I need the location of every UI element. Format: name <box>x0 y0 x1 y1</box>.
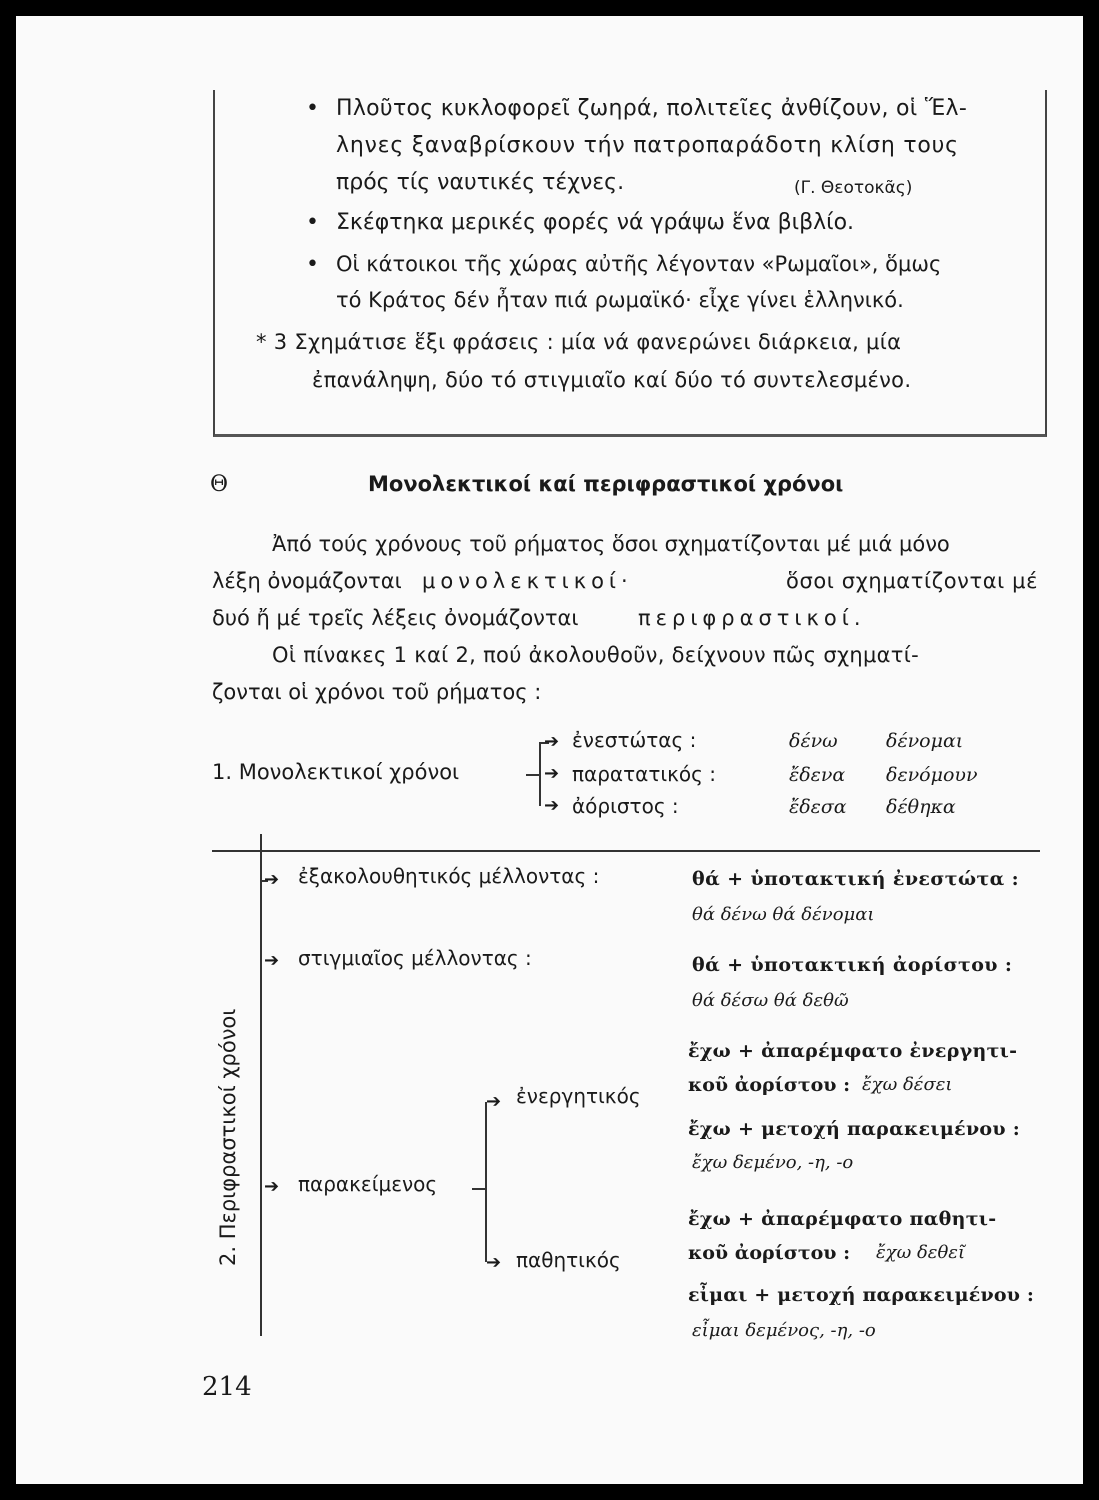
intro-term-monolektikoi: μονολεκτικοί· <box>422 569 633 593</box>
table2-top-rule <box>212 850 1040 852</box>
intro-line4: Οἱ πίνακες 1 καί 2, πού ἀκολουθοῦν, δείχνουν πῶς σχηματί- <box>272 643 920 667</box>
section-heading: Μονολεκτικοί καί περιφραστικοί χρόνοι <box>368 472 844 496</box>
arrow-icon: ➔ <box>264 1176 280 1197</box>
perfect-bracket <box>485 1102 487 1262</box>
table1-tense: ἐνεστώτας : <box>572 728 697 752</box>
arrow-icon: ➔ <box>544 795 560 816</box>
exercise-task3-line1: * 3 Σχημάτισε ἕξι φράσεις : μία νά φανερώνει διάρκεια, μία <box>256 330 902 354</box>
intro-term-perifrastikoi: περιφραστικοί. <box>638 606 866 630</box>
arrow-icon: ➔ <box>486 1252 502 1273</box>
exercise-bullet1-line1: Πλοῦτος κυκλοφορεῖ ζωηρά, πολιτεῖες ἀνθίζουν, οἱ Ἕλ- <box>336 96 968 121</box>
perfect-passive-label: παθητικός <box>516 1248 621 1272</box>
exercise-task3-line2: ἐπανάληψη, δύο τό στιγμιαῖο καί δύο τό συντελεσμένο. <box>312 368 912 392</box>
exercise-bullet1-author: (Γ. Θεοτοκᾶς) <box>794 178 913 198</box>
table1-passive: δέθηκα <box>886 796 956 818</box>
bullet-dot: • <box>306 96 319 121</box>
arrow-icon: ➔ <box>486 1091 502 1112</box>
perfect-passive-f1-example: ἔχω δεθεῖ <box>876 1242 966 1263</box>
perfect-active-f1-line2: κοῦ ἀορίστου : <box>688 1074 851 1096</box>
table1-passive: δένομαι <box>886 730 964 752</box>
intro-line1: Ἀπό τούς χρόνους τοῦ ρήματος ὅσοι σχηματίζονται μέ μιά μόνο <box>272 532 950 556</box>
perfect-passive-f1-line1: ἔχω + ἀπαρέμφατο παθητι- <box>688 1208 997 1230</box>
perfect-passive-f2-example: εἶμαι δεμένος, -η, -ο <box>692 1320 876 1341</box>
perfect-active-f2-example: ἔχω δεμένο, -η, -ο <box>692 1152 854 1173</box>
intro-line3a: δυό ἤ μέ τρεῖς λέξεις ὀνομάζονται <box>212 606 579 630</box>
fut-simple-tense: στιγμιαῖος μέλλοντας : <box>298 946 532 970</box>
intro-line2c: ὅσοι σχηματίζονται μέ <box>786 569 1039 593</box>
perfect-tense: παρακείμενος <box>298 1172 438 1196</box>
arrow-icon: ➔ <box>264 950 280 971</box>
section-marker: Θ <box>210 472 229 497</box>
bullet-dot: • <box>306 252 319 277</box>
exercise-bullet3-line2: τό Κράτος δέν ἦταν πιά ρωμαϊκό· εἶχε γίνει ἑλληνικό. <box>336 288 904 312</box>
table1-active: ἔδενα <box>789 764 846 786</box>
intro-line2a: λέξη ὀνομάζονται <box>212 569 402 593</box>
fut-cont-tense: ἐξακολουθητικός μέλλοντας : <box>298 864 600 888</box>
perfect-active-label: ἐνεργητικός <box>516 1084 641 1108</box>
perfect-active-f2: ἔχω + μετοχή παρακειμένου : <box>688 1118 1021 1140</box>
exercise-bullet3-line1: Οἱ κάτοικοι τῆς χώρας αὐτῆς λέγονταν «Ρωμαῖοι», ὅμως <box>336 252 942 276</box>
table1-tense: ἀόριστος : <box>572 794 679 818</box>
book-page <box>16 16 1083 1484</box>
table2-label: 2. Περιφραστικοί χρόνοι <box>216 1008 240 1266</box>
perfect-passive-f1-line2: κοῦ ἀορίστου : <box>688 1242 851 1264</box>
table1-tense: παρατατικός : <box>572 762 716 786</box>
perfect-passive-f2: εἶμαι + μετοχή παρακειμένου : <box>688 1284 1035 1306</box>
exercise-bullet1-line3: πρός τίς ναυτικές τέχνες. <box>336 170 625 195</box>
table1-active: δένω <box>789 730 838 752</box>
exercise-bullet1-line2: ληνες ξαναβρίσκουν τήν πατροπαράδοτη κλίση τους <box>336 133 959 158</box>
page-number: 214 <box>202 1372 252 1402</box>
perfect-active-f1-example: ἔχω δέσει <box>862 1074 953 1095</box>
table1-passive: δενόμουν <box>886 764 978 786</box>
intro-line5: ζονται οἱ χρόνοι τοῦ ρήματος : <box>212 680 542 704</box>
perfect-active-f1-line1: ἔχω + ἀπαρέμφατο ἐνεργητι- <box>688 1040 1018 1062</box>
table1-active: ἔδεσα <box>789 796 847 818</box>
fut-simple-formula: θά + ὑποτακτική ἀορίστου : <box>692 954 1013 976</box>
bullet-dot: • <box>306 210 319 235</box>
fut-simple-example: θά δέσω θά δεθῶ <box>692 990 849 1011</box>
fut-cont-formula: θά + ὑποτακτική ἐνεστώτα : <box>692 868 1020 890</box>
fut-cont-example: θά δένω θά δένομαι <box>692 904 875 925</box>
exercise-bullet2: Σκέφτηκα μερικές φορές νά γράψω ἕνα βιβλίο. <box>336 210 855 235</box>
perfect-bracket-stem <box>472 1188 486 1190</box>
arrow-icon: ➔ <box>264 869 280 890</box>
arrow-icon: ➔ <box>544 731 560 752</box>
table1-bracket-stem <box>526 774 540 776</box>
table1-label: 1. Μονολεκτικοί χρόνοι <box>212 760 460 784</box>
table2-main-bracket <box>260 834 262 1336</box>
arrow-icon: ➔ <box>544 763 560 784</box>
